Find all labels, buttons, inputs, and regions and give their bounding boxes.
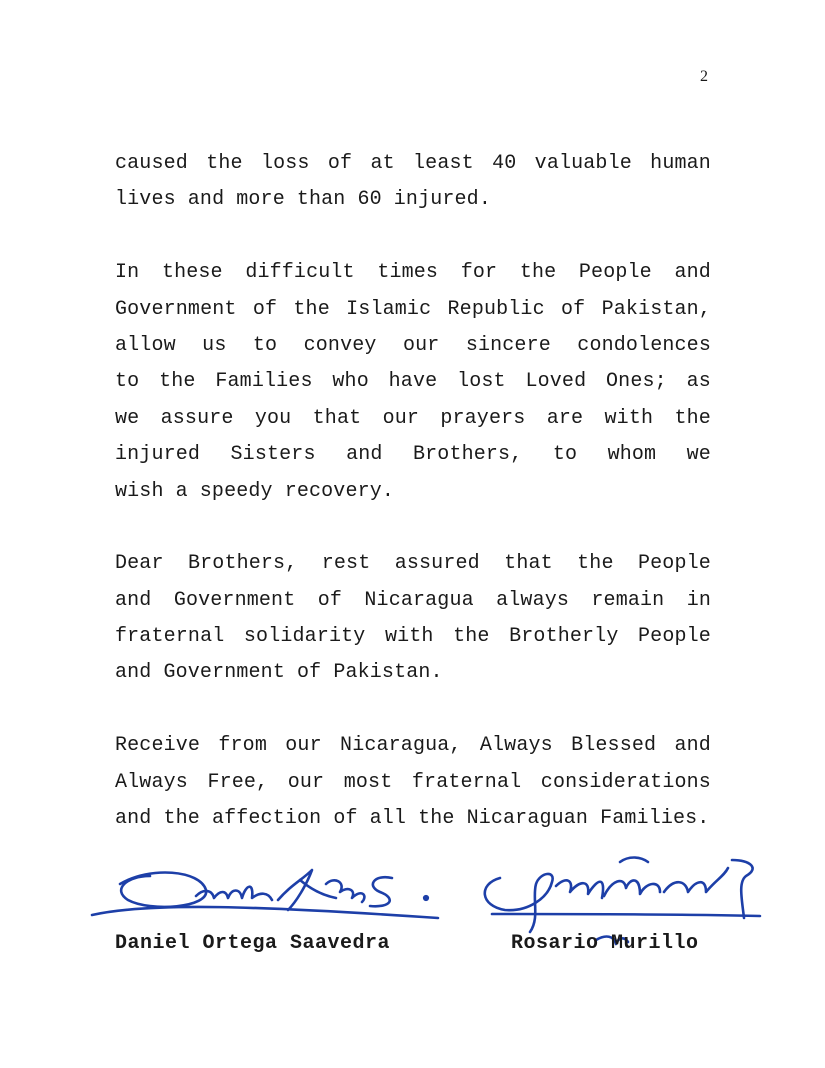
word: lives (115, 188, 176, 212)
word: rest (321, 552, 371, 576)
word: Pakistan. (333, 661, 443, 685)
word: People (578, 261, 652, 285)
signer-name-rosario-murillo: Rosario Murillo (511, 932, 699, 955)
word: with (384, 625, 434, 649)
text-line (115, 546, 711, 582)
word: and (674, 261, 711, 285)
word: Brothers, (412, 443, 523, 467)
word: People (638, 625, 711, 649)
word: Nicaragua, (340, 734, 462, 758)
text-line (115, 619, 711, 655)
paragraph-gap (115, 510, 711, 546)
word: of (317, 588, 343, 612)
word: Brotherly (509, 625, 619, 649)
word: solidarity (243, 625, 366, 649)
paragraph (115, 546, 711, 692)
text-line (115, 182, 711, 218)
word: that (504, 552, 553, 576)
word: sincere (465, 333, 551, 357)
word: and (115, 588, 152, 612)
word: Always (115, 770, 188, 794)
word: Always (479, 734, 553, 758)
word: and (674, 734, 711, 758)
word: us (202, 333, 227, 357)
word: of (333, 807, 358, 831)
text-line (115, 146, 711, 182)
word: and (346, 443, 383, 467)
word: People (638, 552, 711, 576)
text-line (115, 328, 711, 364)
word: from (218, 734, 267, 758)
word: are (546, 406, 584, 430)
word: in (686, 588, 711, 612)
word: and (115, 807, 152, 831)
handwritten-signatures (0, 840, 825, 980)
word: the (674, 406, 711, 430)
word: a (175, 479, 188, 503)
signature-daniel-ortega (92, 870, 438, 918)
word: of (297, 661, 322, 685)
word: for (460, 261, 498, 285)
word: times (377, 261, 439, 285)
text-line (115, 292, 711, 328)
word: difficult (245, 261, 355, 285)
word: Receive (115, 734, 201, 758)
text-line (115, 364, 711, 400)
signature-block (0, 840, 825, 980)
word: most (343, 770, 393, 794)
paragraph (115, 728, 711, 837)
text-line (115, 255, 711, 291)
text-line (115, 401, 711, 437)
word: injured (115, 443, 201, 467)
word: that (312, 406, 362, 430)
paragraph-gap (115, 692, 711, 728)
word: allow (115, 333, 176, 357)
word: Blessed (571, 734, 657, 758)
word: Brothers, (187, 552, 298, 576)
text-line (115, 728, 711, 764)
word: the (163, 807, 200, 831)
word: assured (394, 552, 480, 576)
word: Nicaraguan (466, 807, 589, 831)
word: prayers (440, 406, 526, 430)
word: loss (260, 152, 310, 175)
word: valuable (534, 152, 632, 175)
paragraph (115, 255, 711, 510)
word: our (287, 770, 325, 794)
word: injured. (393, 188, 491, 212)
word: Republic (447, 297, 545, 321)
word: you (254, 406, 292, 430)
word: and (115, 661, 152, 685)
word: the (293, 297, 330, 321)
word: Families (215, 370, 313, 394)
word: who (332, 370, 369, 394)
word: as (686, 370, 711, 394)
word: the (577, 552, 614, 576)
word: to (115, 370, 140, 394)
word: wish (115, 479, 164, 503)
word: with (604, 406, 654, 430)
word: these (161, 261, 223, 285)
word: the (418, 807, 455, 831)
page-number: 2 (700, 68, 708, 85)
word: Dear (115, 552, 164, 576)
word: we (115, 406, 140, 430)
word: to (252, 333, 278, 357)
word: the (519, 261, 557, 285)
word: assure (160, 406, 234, 430)
text-line (115, 583, 711, 619)
word: least (413, 152, 474, 175)
word: Government (115, 297, 237, 321)
word: affection (211, 807, 322, 831)
word: In (115, 261, 140, 285)
word: and (187, 188, 225, 212)
text-line (115, 801, 711, 837)
paragraph-gap (115, 219, 711, 255)
word: Sisters (230, 443, 316, 467)
word: Free, (207, 770, 269, 794)
paragraph (115, 146, 711, 219)
word: human (650, 152, 711, 175)
text-line (115, 765, 711, 801)
word: recovery. (284, 479, 395, 503)
word: the (206, 152, 243, 175)
word: fraternal (115, 625, 225, 649)
word: Government (163, 661, 285, 685)
word: our (402, 333, 440, 357)
word: the (453, 625, 490, 649)
letter-body (115, 146, 711, 837)
text-line (115, 437, 711, 473)
word: we (686, 443, 711, 467)
word: considerations (540, 770, 711, 794)
word: fraternal (411, 770, 522, 794)
word: more (236, 188, 285, 212)
word: Loved (525, 370, 587, 394)
word: caused (115, 152, 188, 175)
text-line (115, 474, 711, 510)
word: remain (591, 588, 665, 612)
word: Families. (600, 807, 710, 831)
word: at (370, 152, 395, 175)
word: have (388, 370, 438, 394)
word: 40 (492, 152, 517, 175)
word: always (496, 588, 570, 612)
word: lost (457, 370, 506, 394)
word: Islamic (346, 297, 432, 321)
text-line (115, 655, 711, 691)
word: Government (173, 588, 296, 612)
word: the (159, 370, 196, 394)
word: our (382, 406, 420, 430)
word: Nicaragua (364, 588, 474, 612)
word: Pakistan, (601, 297, 711, 321)
word: of (327, 152, 353, 175)
signer-name-daniel-ortega: Daniel Ortega Saavedra (115, 932, 391, 955)
word: speedy (199, 479, 273, 503)
word: condolences (577, 333, 711, 357)
word: 60 (357, 188, 382, 212)
word: of (252, 297, 278, 321)
word: all (369, 807, 407, 831)
word: of (561, 297, 586, 321)
word: convey (303, 333, 377, 357)
word: our (285, 734, 322, 758)
word: than (296, 188, 346, 212)
word: to (552, 443, 578, 467)
word: Ones; (606, 370, 667, 394)
word: whom (607, 443, 657, 467)
